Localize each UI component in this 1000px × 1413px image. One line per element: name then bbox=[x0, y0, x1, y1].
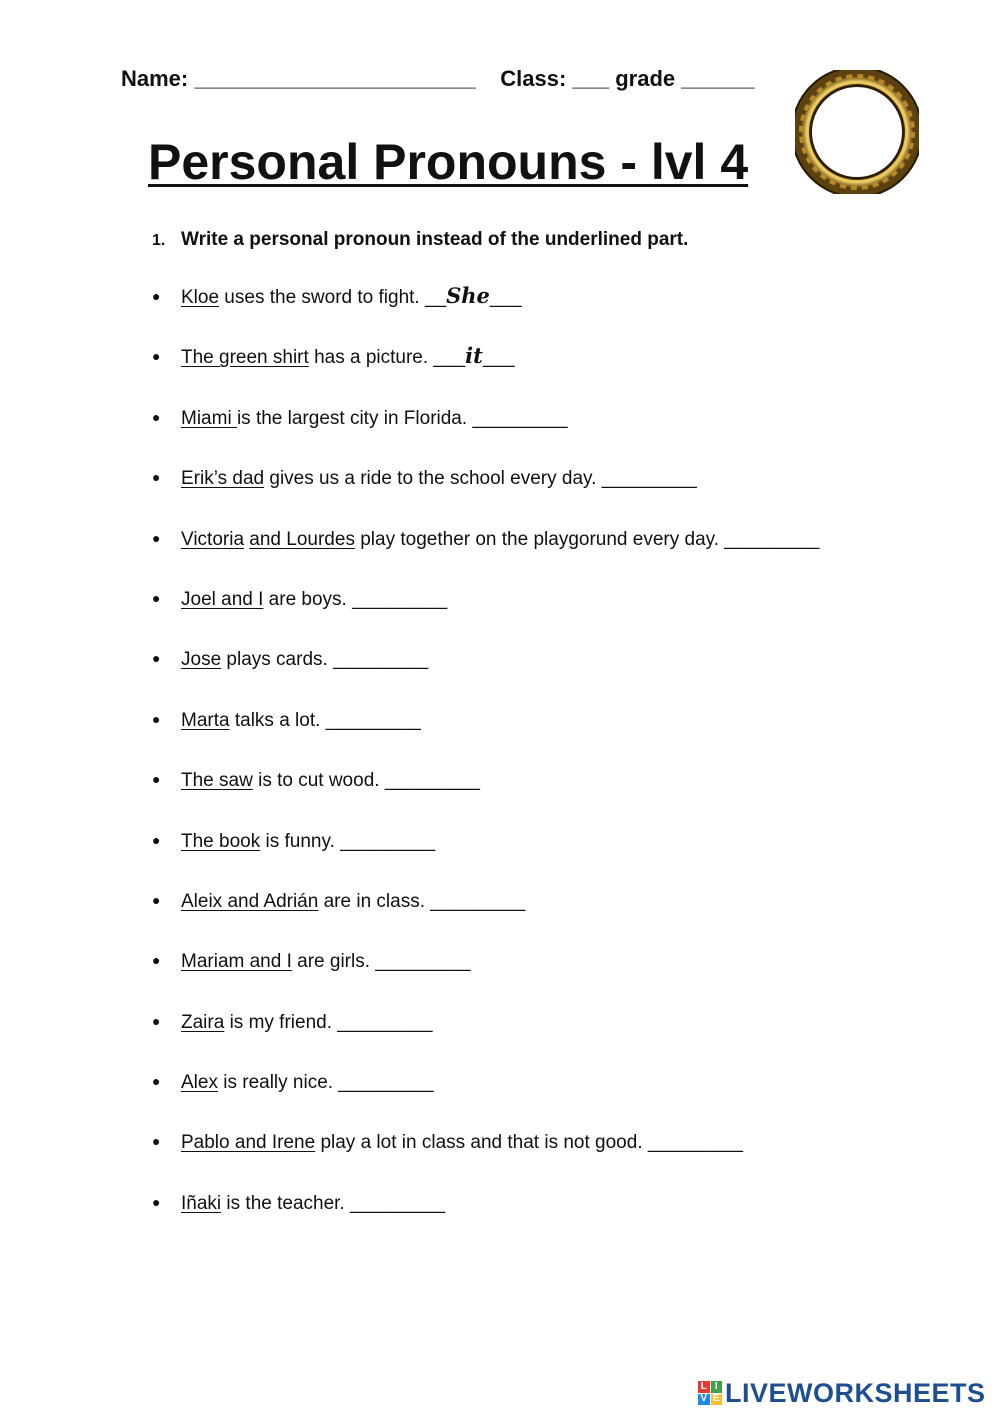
answer-field[interactable]: _________ bbox=[340, 830, 436, 852]
list-item: ● The book is funny. _________ bbox=[152, 826, 819, 886]
answer-field[interactable]: _________ bbox=[375, 951, 471, 973]
list-item: ● Kloe uses the sword to fight. __She___ bbox=[152, 283, 522, 308]
instruction bbox=[152, 229, 688, 251]
bullet-icon: ● bbox=[152, 408, 161, 425]
grade-field[interactable]: ______ bbox=[681, 66, 755, 91]
bullet-icon: ● bbox=[152, 1012, 161, 1029]
logo-badge-letter: V bbox=[698, 1394, 710, 1406]
answer-field[interactable]: _________ bbox=[350, 1192, 446, 1214]
underlined-subject: Erik’s dad bbox=[181, 468, 265, 490]
logo-badge-letter: I bbox=[711, 1381, 723, 1393]
underlined-subject: Kloe bbox=[181, 287, 220, 308]
list-item: ● Erik’s dad gives us a ride to the school every day. _________ bbox=[152, 463, 819, 523]
logo-text: LIVEWORKSHEETS bbox=[725, 1377, 986, 1408]
underlined-subject: The green shirt bbox=[181, 347, 309, 369]
bullet-icon: ● bbox=[152, 771, 161, 788]
underlined-subject: Pablo and Irene bbox=[181, 1132, 316, 1154]
name-field[interactable]: _______________________ bbox=[194, 66, 476, 91]
underlined-subject: Alex bbox=[181, 1072, 218, 1094]
list-item: ● Mariam and I are girls. _________ bbox=[152, 946, 819, 1006]
bullet-icon: ● bbox=[152, 1193, 161, 1210]
answer-field[interactable]: _________ bbox=[601, 468, 697, 490]
underlined-subject: Jose bbox=[181, 649, 222, 671]
answer-field[interactable]: _________ bbox=[724, 528, 820, 550]
exercise-list bbox=[152, 282, 819, 1248]
underlined-subject: Joel and I bbox=[181, 588, 264, 610]
underlined-subject: Marta bbox=[181, 709, 230, 731]
bullet-icon: ● bbox=[152, 891, 161, 908]
underlined-subject: The saw bbox=[181, 770, 253, 792]
gold-ring-image bbox=[795, 70, 919, 194]
grade-label: grade bbox=[609, 66, 682, 91]
instruction-number: 1. bbox=[152, 232, 166, 249]
underlined-subject: Zaira bbox=[181, 1011, 225, 1033]
list-item: ● The saw is to cut wood. _________ bbox=[152, 765, 819, 825]
bullet-icon: ● bbox=[152, 952, 161, 969]
answer-field[interactable]: _________ bbox=[333, 649, 429, 671]
bullet-icon: ● bbox=[152, 710, 161, 727]
logo-badge-letter: E bbox=[711, 1394, 723, 1406]
underlined-subject: Mariam and I bbox=[181, 951, 292, 973]
list-item: ● Victoria and Lourdes play together on the playgorund every day. _________ bbox=[152, 524, 819, 584]
list-item: ● Joel and I are boys. _________ bbox=[152, 584, 819, 644]
list-item: ● Aleix and Adrián are in class. _________ bbox=[152, 886, 819, 946]
bullet-icon: ● bbox=[152, 529, 161, 546]
name-label: Name: bbox=[121, 66, 195, 91]
bullet-icon: ● bbox=[152, 831, 161, 848]
bullet-icon: ● bbox=[152, 348, 161, 365]
list-item: ● The green shirt has a picture. ___it___ bbox=[152, 343, 515, 369]
instruction-text: Write a personal pronoun instead of the underlined part. bbox=[181, 229, 689, 250]
list-item: ● Miami is the largest city in Florida. _________ bbox=[152, 403, 819, 463]
list-item: ● Marta talks a lot. _________ bbox=[152, 705, 819, 765]
underlined-subject: and Lourdes bbox=[249, 528, 355, 550]
answer-field[interactable]: _________ bbox=[647, 1132, 743, 1154]
underlined-subject: Iñaki bbox=[181, 1192, 222, 1214]
bullet-icon: ● bbox=[152, 650, 161, 667]
underlined-subject: Aleix and Adrián bbox=[181, 890, 319, 912]
answer-field[interactable]: _________ bbox=[338, 1072, 434, 1094]
list-item: ● Zaira is my friend. _________ bbox=[152, 1007, 819, 1067]
bullet-icon: ● bbox=[152, 288, 161, 304]
answer-field[interactable]: _________ bbox=[384, 770, 480, 792]
underlined-subject: The book bbox=[181, 830, 261, 852]
answer-field[interactable]: __She___ bbox=[424, 283, 522, 308]
list-item: ● Pablo and Irene play a lot in class and that is not good. _________ bbox=[152, 1127, 819, 1187]
bullet-icon: ● bbox=[152, 469, 161, 486]
page-title: Personal Pronouns - lvl 4 bbox=[148, 134, 749, 190]
list-item: ● Jose plays cards. _________ bbox=[152, 644, 819, 704]
answer-field[interactable]: _________ bbox=[352, 588, 448, 610]
class-label: Class: bbox=[500, 66, 573, 91]
answer-value: it bbox=[465, 343, 483, 369]
list-item: ● Alex is really nice. _________ bbox=[152, 1067, 819, 1127]
answer-field[interactable]: _________ bbox=[325, 709, 421, 731]
header-line bbox=[121, 66, 755, 92]
bullet-icon: ● bbox=[152, 589, 161, 606]
bullet-icon: ● bbox=[152, 1133, 161, 1150]
answer-field[interactable]: _________ bbox=[337, 1011, 433, 1033]
answer-field[interactable]: _________ bbox=[430, 890, 526, 912]
liveworksheets-logo[interactable] bbox=[698, 1376, 986, 1410]
bullet-icon: ● bbox=[152, 1073, 161, 1090]
class-field[interactable]: ___ bbox=[572, 66, 610, 91]
logo-badge-letter: L bbox=[698, 1381, 710, 1393]
underlined-subject: Miami bbox=[181, 407, 237, 429]
logo-badge-icon bbox=[698, 1381, 722, 1405]
answer-field[interactable]: _________ bbox=[472, 407, 568, 429]
answer-field[interactable]: ___it___ bbox=[433, 343, 515, 369]
underlined-subject: Victoria bbox=[181, 528, 245, 550]
answer-value: She bbox=[446, 283, 490, 308]
list-item: ● Iñaki is the teacher. _________ bbox=[152, 1188, 819, 1248]
